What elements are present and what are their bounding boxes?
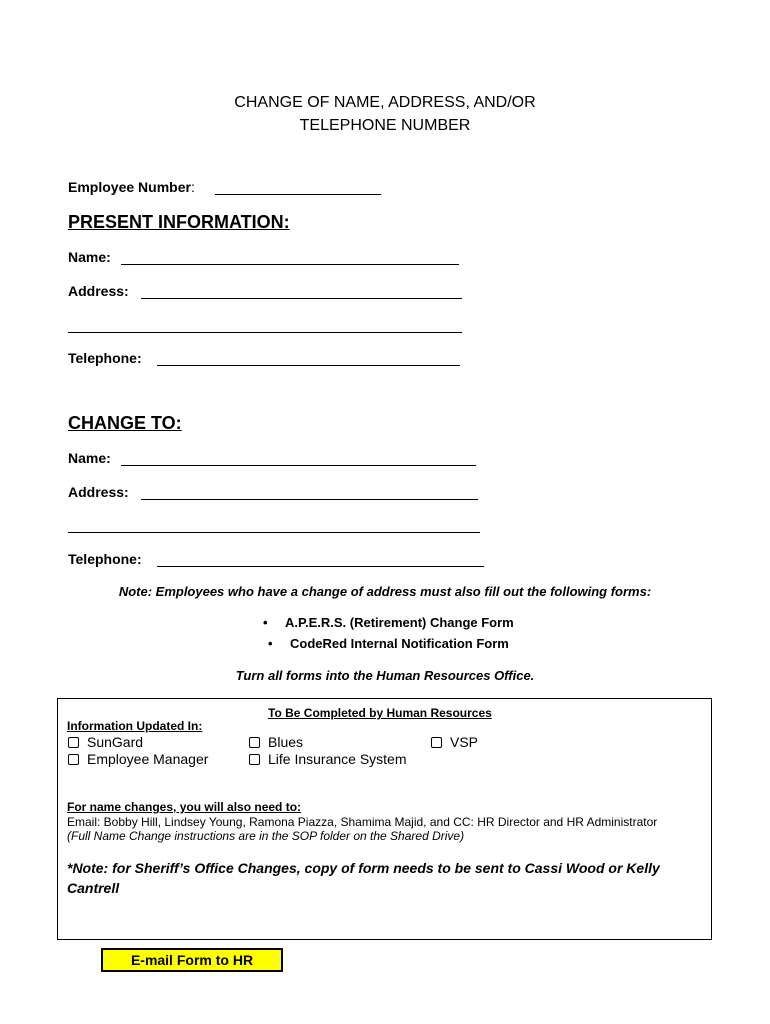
- change-address-line-2-field[interactable]: [68, 518, 480, 533]
- change-to-heading: CHANGE TO:: [68, 413, 182, 433]
- present-name-field[interactable]: [121, 250, 459, 265]
- sheriff-office-note: *Note: for Sheriff’s Office Changes, copy of form needs to be sent to Cassi Wood or Kelly Cantrell: [67, 860, 660, 896]
- sop-instructions-note: (Full Name Change instructions are in the SOP folder on the Shared Drive): [67, 829, 465, 843]
- checkbox-icon[interactable]: [431, 737, 442, 748]
- bullet-icon: •: [263, 615, 268, 630]
- bullet-apers-form: • A.P.E.R.S. (Retirement) Change Form: [263, 615, 514, 630]
- checkbox-icon[interactable]: [249, 737, 260, 748]
- bullet-icon: •: [268, 636, 273, 651]
- present-name-label: Name:: [68, 249, 111, 265]
- present-information-heading: PRESENT INFORMATION:: [68, 212, 290, 232]
- bullet-codered-form: • CodeRed Internal Notification Form: [268, 636, 509, 651]
- checkbox-life-insurance-system[interactable]: Life Insurance System: [249, 751, 407, 767]
- change-name-field[interactable]: [121, 451, 476, 466]
- present-address-line-2-field[interactable]: [68, 318, 462, 333]
- change-address-label: Address:: [68, 484, 129, 500]
- employee-number-label: Employee Number:: [68, 179, 195, 195]
- present-address-label: Address:: [68, 283, 129, 299]
- address-change-note: Note: Employees who have a change of address must also fill out the following forms:: [118, 584, 652, 599]
- checkbox-blues[interactable]: Blues: [249, 734, 303, 750]
- checkbox-icon[interactable]: [68, 737, 79, 748]
- change-telephone-label: Telephone:: [68, 551, 142, 567]
- email-form-to-hr-button[interactable]: E-mail Form to HR: [101, 948, 283, 972]
- employee-number-field[interactable]: [215, 180, 381, 195]
- present-telephone-field[interactable]: [157, 351, 460, 366]
- checkbox-employee-manager[interactable]: Employee Manager: [68, 751, 208, 767]
- checkbox-icon[interactable]: [249, 754, 260, 765]
- name-change-email-recipients: Email: Bobby Hill, Lindsey Young, Ramona Piazza, Shamima Majid, and CC: HR Director and HR Administrator: [67, 815, 658, 829]
- information-updated-label: Information Updated In:: [67, 719, 203, 733]
- present-address-field[interactable]: [141, 284, 462, 299]
- turn-in-instruction: Turn all forms into the Human Resources Office.: [235, 668, 535, 683]
- checkbox-icon[interactable]: [68, 754, 79, 765]
- name-changes-label: For name changes, you will also need to:: [67, 800, 302, 814]
- checkbox-sungard[interactable]: SunGard: [68, 734, 143, 750]
- hr-box-heading: To Be Completed by Human Resources: [268, 706, 492, 720]
- change-address-field[interactable]: [141, 485, 478, 500]
- change-telephone-field[interactable]: [157, 552, 484, 567]
- form-title-line-1: CHANGE OF NAME, ADDRESS, AND/OR: [234, 94, 536, 111]
- checkbox-vsp[interactable]: VSP: [431, 734, 478, 750]
- present-telephone-label: Telephone:: [68, 350, 142, 366]
- form-title-line-2: TELEPHONE NUMBER: [299, 117, 471, 134]
- change-name-label: Name:: [68, 450, 111, 466]
